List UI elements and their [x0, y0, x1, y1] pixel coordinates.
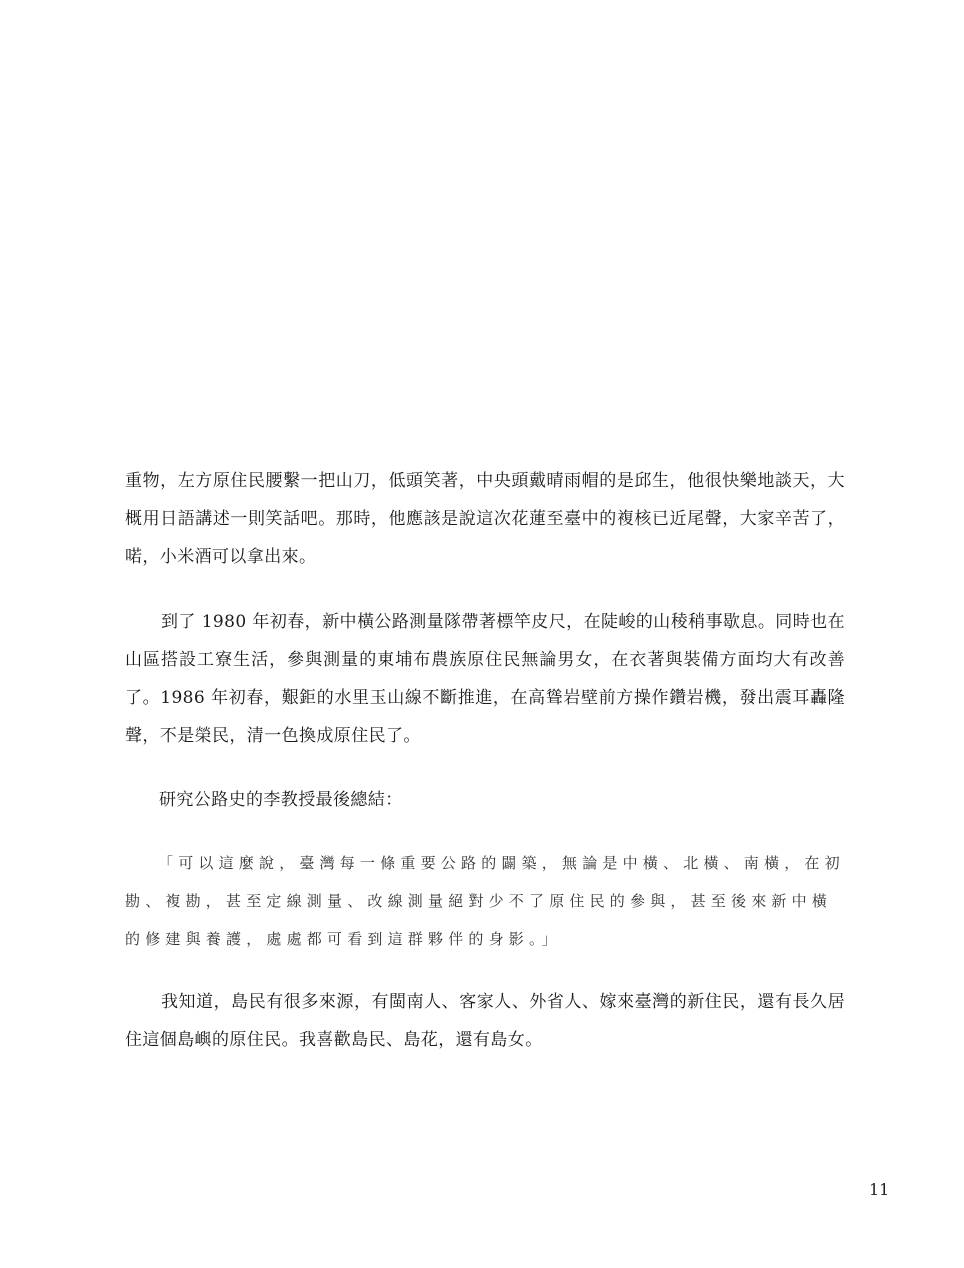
paragraph-closing: 我知道，島民有很多來源，有閩南人、客家人、外省人、嫁來臺灣的新住民，還有長久居住這個島嶼的原住民。我喜歡島民、島花，還有島女。	[125, 992, 845, 1050]
paragraph-professor-intro: 研究公路史的李教授最後總結：	[159, 790, 403, 810]
block-quote: 「可以這麼說，臺灣每一條重要公路的闢築，無論是中橫、北橫、南橫，在初勘、複勘，甚至定線測量、改線測量絕對少不了原住民的參與，甚至後來新中橫的修建與養護，處處都可看到這群夥伴的身影。」	[125, 854, 845, 948]
paragraph-survey-history: 到了 1980 年初春，新中橫公路測量隊帶著標竿皮尺，在陡峻的山稜稍事歇息。同時也在山區搭設工寮生活，參與測量的東埔布農族原住民無論男女，在衣著與裝備方面均大有改善了。1986 年初春，艱鉅的水里玉山線不斷推進，在高聳岩壁前方操作鑽岩機，發出震耳轟隆聲，不是榮民，清一色換成原住民了。	[125, 612, 845, 746]
paragraph-continued: 重物，左方原住民腰繫一把山刀，低頭笑著，中央頭戴晴雨帽的是邱生，他很快樂地談天，大概用日語講述一則笑話吧。那時，他應該是說這次花蓮至臺中的複核已近尾聲，大家辛苦了，喏，小米酒可以拿出來。	[125, 471, 845, 567]
page-number: 11	[869, 1180, 890, 1199]
